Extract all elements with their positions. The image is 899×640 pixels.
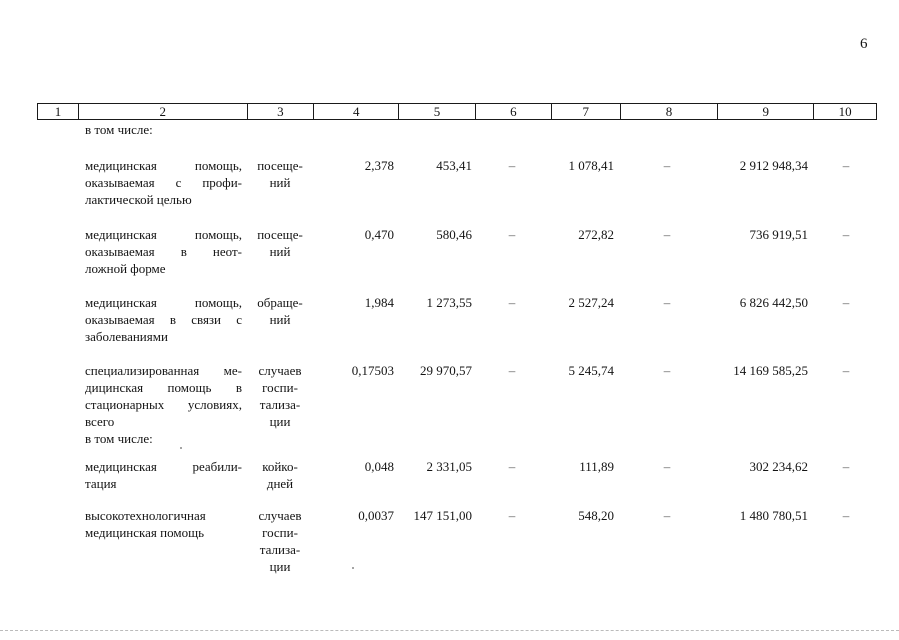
- scan-edge-line: [0, 630, 899, 632]
- scan-speck: [352, 567, 354, 569]
- row-unit-line: госпи-: [262, 525, 298, 540]
- cell-col-6: –: [508, 459, 516, 474]
- cell-col-7: 5 245,74: [568, 363, 614, 378]
- row-name-line: медицинская помощь,: [85, 158, 242, 173]
- cell-col-9: 2 912 948,34: [739, 158, 808, 173]
- row-name-line: медицинская помощь,: [85, 295, 242, 310]
- row-name-line: ложной форме: [85, 261, 166, 276]
- row-name-line: заболеваниями: [85, 329, 168, 344]
- row-unit-line: тализа-: [259, 397, 301, 412]
- row-unit-line: ний: [269, 175, 291, 190]
- cell-col-9: 14 169 585,25: [733, 363, 808, 378]
- row-name-line: медицинская реабили-: [85, 459, 242, 474]
- cell-col-8: –: [663, 295, 671, 310]
- cell-col-8: –: [663, 459, 671, 474]
- cell-col-5: 147 151,00: [413, 508, 472, 523]
- cell-col-6: –: [508, 295, 516, 310]
- table-header-row: [37, 103, 877, 120]
- row-unit-line: тализа-: [259, 542, 301, 557]
- cell-col-7: 548,20: [578, 508, 614, 523]
- cell-col-5: 2 331,05: [426, 459, 472, 474]
- cell-col-10: –: [842, 295, 850, 310]
- header-col-5: 5: [399, 104, 476, 119]
- row-name-line: медицинская помощь: [85, 525, 205, 540]
- cell-col-7: 2 527,24: [568, 295, 614, 310]
- cell-col-10: –: [842, 227, 850, 242]
- header-col-8: 8: [621, 104, 719, 119]
- header-col-3: 3: [248, 104, 315, 119]
- row-name-line: дицинская помощь в: [85, 380, 242, 395]
- row-unit-line: госпи-: [262, 380, 298, 395]
- cell-col-4: 0,470: [364, 227, 394, 242]
- row-unit-line: случаев: [258, 363, 302, 378]
- row-unit-line: ний: [269, 312, 291, 327]
- scan-speck: [180, 447, 182, 449]
- row-name-line: оказываемая в связи с: [85, 312, 242, 327]
- row-unit-line: дней: [266, 476, 294, 491]
- header-col-10: 10: [838, 104, 852, 119]
- row-unit-line: ний: [269, 244, 291, 259]
- row-name-line: специализированная ме-: [85, 363, 242, 378]
- header-col-1: 1: [38, 104, 79, 119]
- cell-col-9: 1 480 780,51: [739, 508, 808, 523]
- header-col-9: 9: [718, 104, 814, 119]
- row-unit-line: ции: [269, 414, 291, 429]
- row-name-line: в том числе:: [85, 431, 153, 446]
- cell-col-9: 302 234,62: [749, 459, 808, 474]
- header-col-7: 7: [552, 104, 621, 119]
- cell-col-7: 1 078,41: [568, 158, 614, 173]
- row-name-line: высокотехнологичная: [85, 508, 206, 523]
- cell-col-10: –: [842, 363, 850, 378]
- cell-col-5: 580,46: [436, 227, 472, 242]
- cell-col-10: –: [842, 508, 850, 523]
- cell-col-10: –: [842, 459, 850, 474]
- row-unit-line: случаев: [258, 508, 302, 523]
- row-unit-line: посеще-: [257, 227, 303, 242]
- cell-col-6: –: [508, 158, 516, 173]
- row-name-line: стационарных условиях,: [85, 397, 242, 412]
- cell-col-7: 272,82: [578, 227, 614, 242]
- row-name-line: лактической целью: [85, 192, 192, 207]
- row-unit-line: ции: [269, 559, 291, 574]
- row-unit-line: койко-: [262, 459, 298, 474]
- cell-col-8: –: [663, 363, 671, 378]
- page-number: 6: [860, 36, 868, 52]
- row-unit-line: посеще-: [257, 158, 303, 173]
- cell-col-4: 0,048: [364, 459, 394, 474]
- cell-col-6: –: [508, 508, 516, 523]
- header-col-2: 2: [79, 104, 248, 119]
- row-name-line: медицинская помощь,: [85, 227, 242, 242]
- header-col-6: 6: [476, 104, 552, 119]
- cell-col-4: 0,17503: [351, 363, 394, 378]
- cell-col-5: 1 273,55: [426, 295, 472, 310]
- intro-text: в том числе:: [85, 122, 153, 137]
- row-name-line: всего: [85, 414, 115, 429]
- cell-col-9: 6 826 442,50: [739, 295, 808, 310]
- row-name-line: оказываемая в неот-: [85, 244, 242, 259]
- cell-col-8: –: [663, 158, 671, 173]
- cell-col-6: –: [508, 227, 516, 242]
- cell-col-9: 736 919,51: [749, 227, 808, 242]
- row-name-line: тация: [85, 476, 117, 491]
- row-unit-line: обраще-: [257, 295, 303, 310]
- cell-col-5: 453,41: [436, 158, 472, 173]
- cell-col-4: 1,984: [364, 295, 394, 310]
- cell-col-4: 0,0037: [358, 508, 394, 523]
- cell-col-8: –: [663, 227, 671, 242]
- cell-col-10: –: [842, 158, 850, 173]
- cell-col-7: 111,89: [579, 459, 614, 474]
- cell-col-6: –: [508, 363, 516, 378]
- row-name-line: оказываемая с профи-: [85, 175, 242, 190]
- cell-col-4: 2,378: [364, 158, 394, 173]
- cell-col-8: –: [663, 508, 671, 523]
- header-col-4: 4: [314, 104, 399, 119]
- cell-col-5: 29 970,57: [420, 363, 472, 378]
